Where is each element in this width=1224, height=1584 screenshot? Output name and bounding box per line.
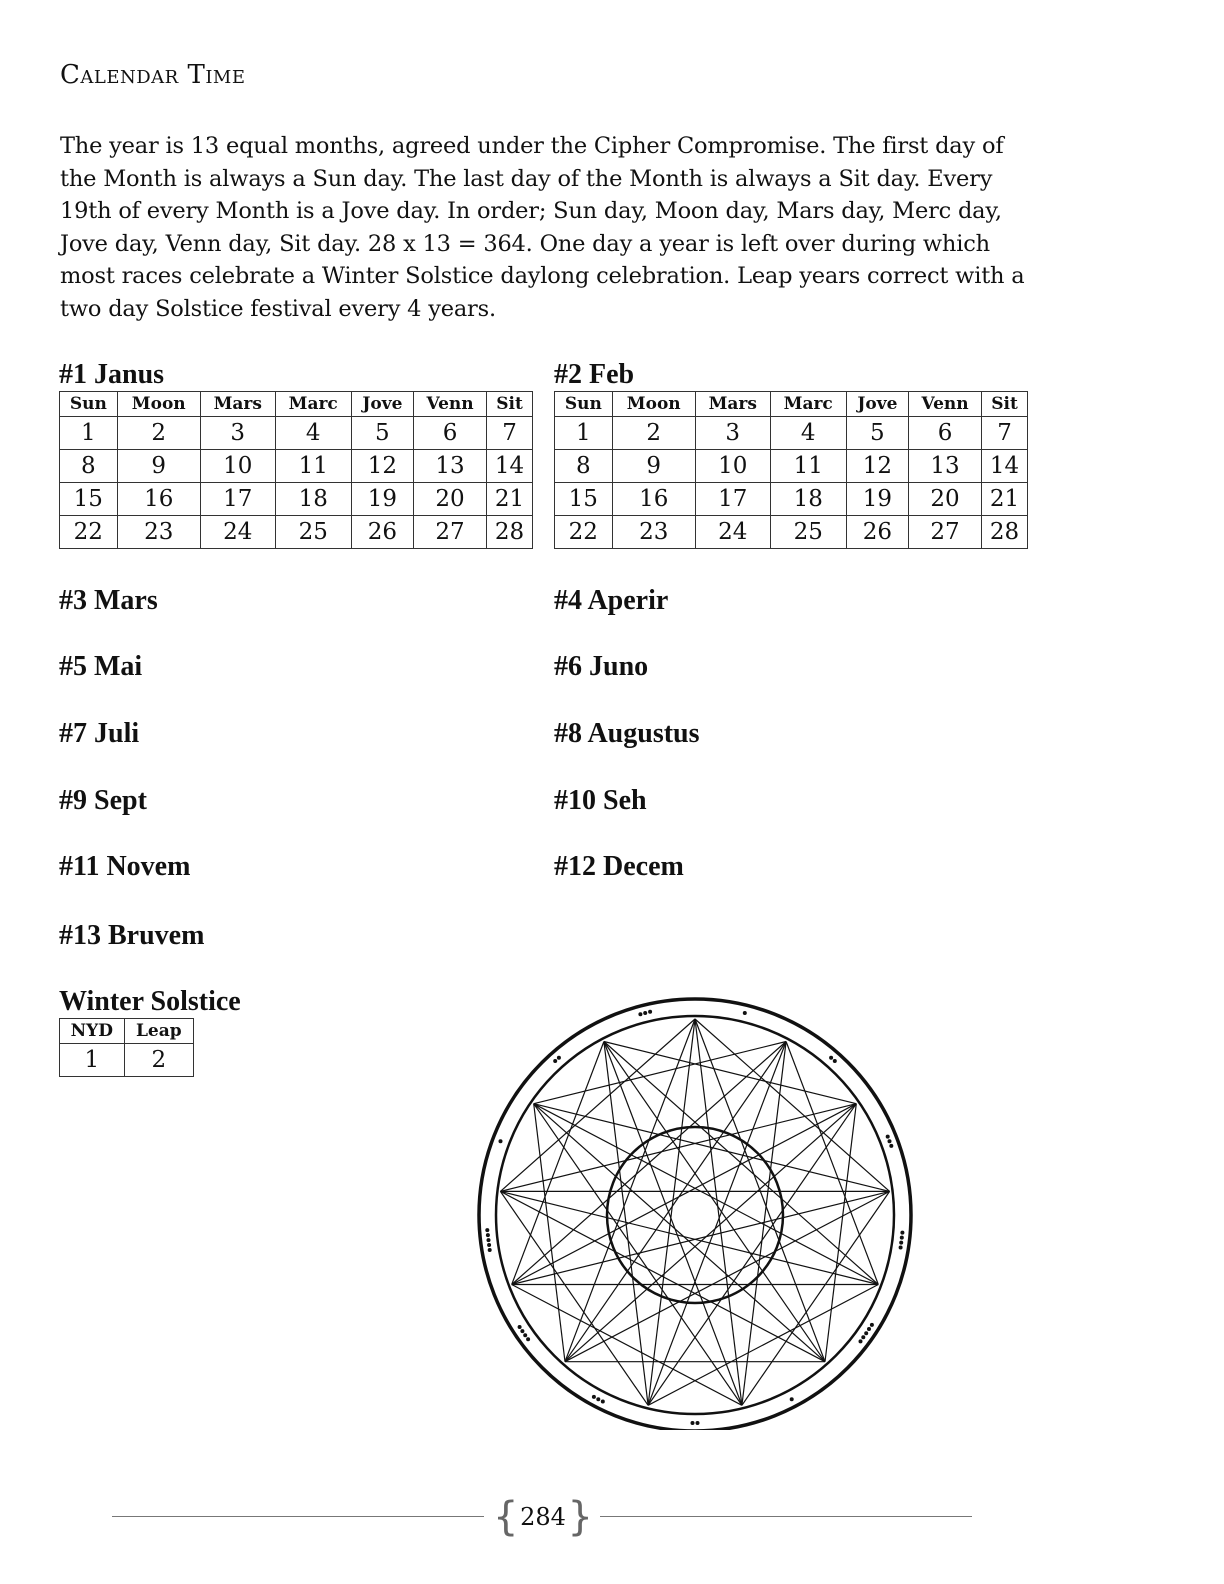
day-cell: 23 <box>612 516 695 549</box>
tally-dot <box>886 1135 890 1139</box>
star-line <box>512 1104 857 1285</box>
solstice-cell: 2 <box>124 1044 193 1077</box>
day-header: Sun <box>555 392 613 417</box>
day-cell: 8 <box>60 450 118 483</box>
day-cell: 6 <box>414 417 487 450</box>
day-cell: 16 <box>117 483 200 516</box>
day-cell: 2 <box>117 417 200 450</box>
tally-dot <box>859 1339 863 1343</box>
day-cell: 20 <box>414 483 487 516</box>
inner-ring <box>496 1016 894 1414</box>
day-cell: 7 <box>982 417 1028 450</box>
bracket-right-icon: } <box>567 1494 593 1540</box>
wheel-drawing <box>479 999 911 1430</box>
day-header-row <box>555 392 1028 417</box>
day-cell: 27 <box>909 516 982 549</box>
tally-dot <box>861 1335 865 1339</box>
day-cell: 3 <box>200 417 275 450</box>
day-cell: 4 <box>275 417 351 450</box>
month-heading-seh: #10 Seh <box>554 785 647 816</box>
calendar-table-feb <box>554 391 1028 549</box>
star-line <box>534 1104 879 1285</box>
star-line <box>695 1019 825 1362</box>
month-heading-janus: #1 Janus <box>59 359 165 390</box>
day-cell: 12 <box>351 450 413 483</box>
month-heading-aperir: #4 Aperir <box>554 585 669 616</box>
month-heading-juli: #7 Juli <box>59 718 140 749</box>
solstice-table <box>59 1018 194 1077</box>
tally-dot <box>790 1397 794 1401</box>
day-header: Marc <box>275 392 351 417</box>
tally-dot <box>499 1139 503 1143</box>
star-line <box>512 1042 604 1285</box>
day-cell: 8 <box>555 450 613 483</box>
week-row <box>555 417 1028 450</box>
day-cell: 4 <box>770 417 846 450</box>
tally-dot <box>638 1012 642 1016</box>
day-cell: 17 <box>200 483 275 516</box>
day-cell: 1 <box>60 417 118 450</box>
solstice-cell: 1 <box>60 1044 125 1077</box>
day-cell: 18 <box>275 483 351 516</box>
tally-dot <box>486 1233 490 1237</box>
bracket-left-icon: { <box>493 1494 519 1540</box>
tally-dot <box>553 1059 557 1063</box>
tally-dot <box>867 1327 871 1331</box>
tally-dot <box>557 1056 561 1060</box>
day-header: Mars <box>200 392 275 417</box>
tally-dot <box>648 1010 652 1014</box>
day-cell: 21 <box>982 483 1028 516</box>
day-cell: 14 <box>487 450 533 483</box>
star-line <box>512 1042 786 1285</box>
star-line <box>534 1104 890 1192</box>
day-cell: 24 <box>695 516 770 549</box>
tally-dot <box>487 1243 491 1247</box>
day-header: Venn <box>414 392 487 417</box>
day-header: Moon <box>117 392 200 417</box>
tally-dot <box>601 1400 605 1404</box>
tally-dot <box>864 1331 868 1335</box>
tally-dot <box>487 1238 491 1242</box>
tally-dot <box>889 1144 893 1148</box>
day-cell: 13 <box>909 450 982 483</box>
tally-dot <box>696 1421 700 1425</box>
day-cell: 5 <box>846 417 908 450</box>
day-cell: 20 <box>909 483 982 516</box>
week-row <box>60 450 533 483</box>
tally-dot <box>691 1421 695 1425</box>
center-circle <box>607 1127 783 1303</box>
tally-dot <box>592 1395 596 1399</box>
calendar-table-janus <box>59 391 533 549</box>
day-cell: 15 <box>60 483 118 516</box>
day-cell: 28 <box>982 516 1028 549</box>
tally-dot <box>888 1139 892 1143</box>
week-row <box>60 483 533 516</box>
day-cell: 1 <box>555 417 613 450</box>
tally-dot <box>900 1231 904 1235</box>
day-cell: 26 <box>351 516 413 549</box>
star-line <box>512 1191 890 1284</box>
day-cell: 2 <box>612 417 695 450</box>
day-cell: 19 <box>351 483 413 516</box>
day-cell: 17 <box>695 483 770 516</box>
day-cell: 10 <box>695 450 770 483</box>
intro-paragraph: The year is 13 equal months, agreed under the Cipher Compromise. The first day of the Month is always a Sun day. The last day of the Month is always a Sit day. Every 19th of every Month is a Jove day. In order; Sun day, Moon day, Mars day, Merc day, Jove day, Venn day, Sit day. 28 x 13 = 364. One day a year is left over during which most races celebrate a Winter Solstice daylong celebration. Leap years correct with a two day Solstice festival every 4 years. <box>60 133 1025 322</box>
day-cell: 19 <box>846 483 908 516</box>
solstice-header: Leap <box>124 1019 193 1044</box>
month-heading-sept: #9 Sept <box>59 785 147 816</box>
day-cell: 6 <box>909 417 982 450</box>
day-cell: 11 <box>275 450 351 483</box>
page-title: Calendar Time <box>60 60 246 90</box>
page-number <box>493 1496 593 1538</box>
day-cell: 26 <box>846 516 908 549</box>
tally-dot <box>833 1059 837 1063</box>
week-row <box>60 516 533 549</box>
month-heading-mai: #5 Mai <box>59 651 143 682</box>
month-heading-mars: #3 Mars <box>59 585 158 616</box>
tally-dot <box>899 1246 903 1250</box>
day-header: Mars <box>695 392 770 417</box>
day-header-row <box>60 392 533 417</box>
month-heading-novem: #11 Novem <box>59 851 191 882</box>
day-header: Jove <box>846 392 908 417</box>
footer-rule-right <box>600 1516 972 1517</box>
day-cell: 5 <box>351 417 413 450</box>
solstice-value-row <box>60 1044 194 1077</box>
week-row <box>60 417 533 450</box>
month-heading-feb: #2 Feb <box>554 359 635 390</box>
star-line <box>500 1191 825 1361</box>
day-cell: 25 <box>770 516 846 549</box>
day-header: Sit <box>982 392 1028 417</box>
day-cell: 18 <box>770 483 846 516</box>
star-line <box>565 1019 695 1362</box>
tally-dot <box>643 1011 647 1015</box>
day-header: Marc <box>770 392 846 417</box>
day-cell: 25 <box>275 516 351 549</box>
day-cell: 12 <box>846 450 908 483</box>
day-cell: 14 <box>982 450 1028 483</box>
day-cell: 9 <box>612 450 695 483</box>
star-line <box>500 1191 878 1284</box>
page-number-text: 284 <box>520 1503 566 1531</box>
day-header: Jove <box>351 392 413 417</box>
solstice-heading: Winter Solstice <box>59 986 241 1017</box>
month-heading-bruvem: #13 Bruvem <box>59 920 205 951</box>
star-line <box>565 1191 890 1361</box>
month-heading-juno: #6 Juno <box>554 651 649 682</box>
month-heading-augustus: #8 Augustus <box>554 718 700 749</box>
solstice-header-row <box>60 1019 194 1044</box>
day-cell: 13 <box>414 450 487 483</box>
day-cell: 27 <box>414 516 487 549</box>
day-cell: 3 <box>695 417 770 450</box>
day-cell: 24 <box>200 516 275 549</box>
week-row <box>555 516 1028 549</box>
tally-dot <box>743 1011 747 1015</box>
star-line <box>604 1042 878 1285</box>
week-row <box>555 450 1028 483</box>
tally-dot <box>829 1056 833 1060</box>
tally-dot <box>485 1228 489 1232</box>
star-line <box>786 1042 878 1285</box>
tally-dot <box>520 1329 524 1333</box>
day-header: Sit <box>487 392 533 417</box>
tally-dot <box>526 1337 530 1341</box>
day-header: Venn <box>909 392 982 417</box>
day-cell: 22 <box>555 516 613 549</box>
tally-dot <box>518 1325 522 1329</box>
day-header: Sun <box>60 392 118 417</box>
calendar-wheel-illustration <box>470 980 920 1430</box>
week-row <box>555 483 1028 516</box>
tally-dot <box>523 1333 527 1337</box>
day-cell: 15 <box>555 483 613 516</box>
tally-dot <box>900 1236 904 1240</box>
day-cell: 11 <box>770 450 846 483</box>
day-cell: 28 <box>487 516 533 549</box>
day-cell: 22 <box>60 516 118 549</box>
tally-dot <box>870 1323 874 1327</box>
month-heading-decem: #12 Decem <box>554 851 684 882</box>
tally-dot <box>596 1397 600 1401</box>
day-cell: 9 <box>117 450 200 483</box>
day-cell: 21 <box>487 483 533 516</box>
day-cell: 10 <box>200 450 275 483</box>
tally-dot <box>488 1248 492 1252</box>
day-cell: 7 <box>487 417 533 450</box>
day-cell: 23 <box>117 516 200 549</box>
solstice-header: NYD <box>60 1019 125 1044</box>
day-cell: 16 <box>612 483 695 516</box>
star-line <box>500 1104 856 1192</box>
tally-dot <box>899 1241 903 1245</box>
day-header: Moon <box>612 392 695 417</box>
footer-rule-left <box>112 1516 484 1517</box>
